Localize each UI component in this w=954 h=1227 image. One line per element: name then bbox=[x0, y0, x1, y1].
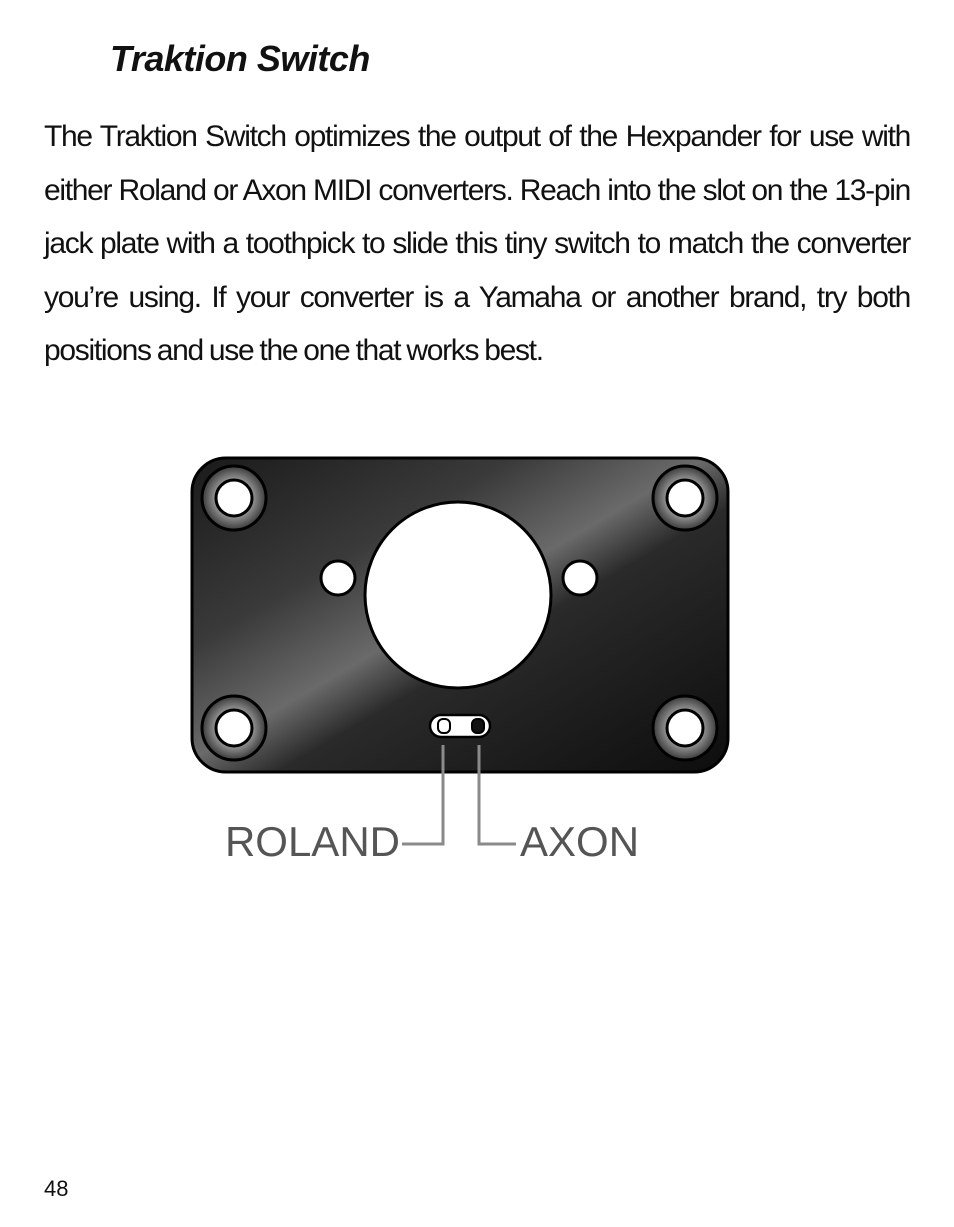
screw-hole-top-left bbox=[202, 466, 266, 530]
switch-position-axon bbox=[472, 719, 484, 733]
mount-hole-left bbox=[321, 561, 355, 595]
screw-hole-bottom-right bbox=[653, 696, 717, 760]
jack-opening bbox=[365, 502, 551, 688]
jack-plate-diagram bbox=[180, 448, 740, 888]
page-number: 48 bbox=[44, 1176, 69, 1201]
mount-hole-right bbox=[563, 561, 597, 595]
switch-position-roland bbox=[438, 719, 450, 733]
traktion-switch[interactable] bbox=[430, 715, 490, 737]
jack-plate-figure bbox=[180, 448, 740, 888]
roland-label: ROLAND bbox=[224, 818, 400, 865]
section-body-paragraph: The Traktion Switch optimizes the output of the Hexpander for use with either Roland or Axon MIDI converters. Reach into the slot on the 13-pin jack plate with a toothpick to slide this tiny switch to match the converter you’re using. If your converter is a Yamaha or another brand, try both positions and use the one that works best. bbox=[44, 120, 910, 367]
section-heading: Traktion Switch bbox=[110, 38, 370, 79]
axon-label: AXON bbox=[520, 818, 640, 865]
screw-hole-top-right bbox=[653, 466, 717, 530]
screw-hole-bottom-left bbox=[202, 696, 266, 760]
